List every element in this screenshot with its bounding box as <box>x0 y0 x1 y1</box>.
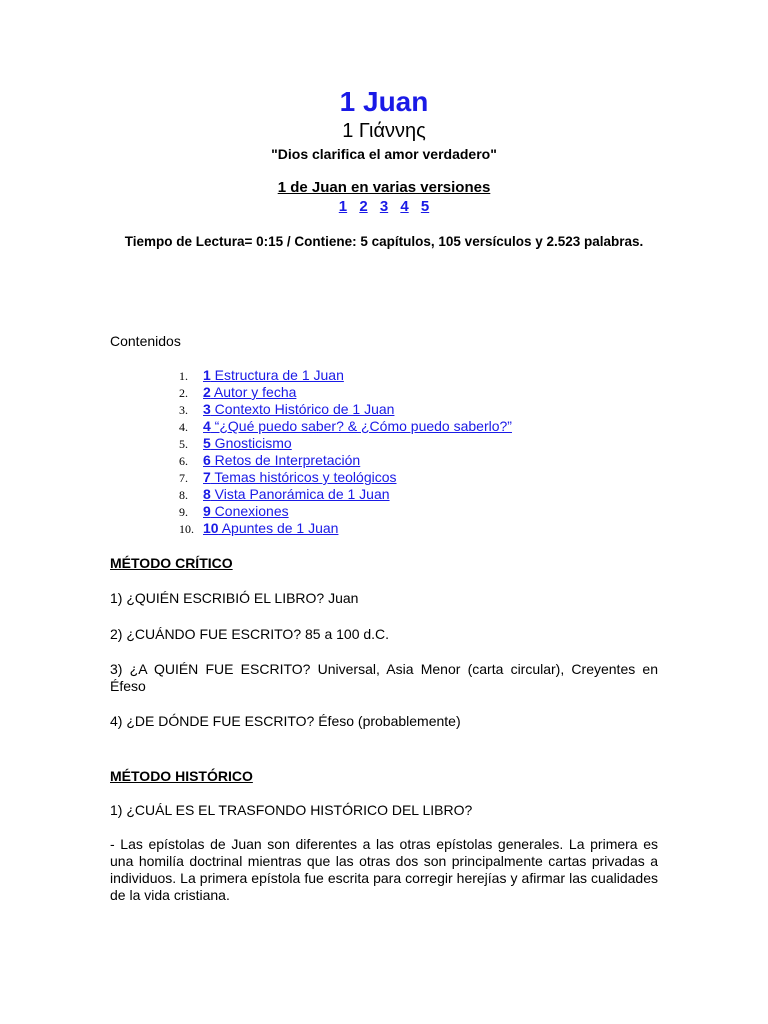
toc-marker: 10. <box>179 522 194 536</box>
toc-marker: 5. <box>179 437 188 451</box>
critical-question-2: 2) ¿CUÁNDO FUE ESCRITO? 85 a 100 d.C. <box>110 626 390 642</box>
toc-link[interactable]: 2 Autor y fecha <box>203 384 297 400</box>
page-title: 1 Juan <box>339 86 429 117</box>
toc-link[interactable]: 8 Vista Panorámica de 1 Juan <box>203 486 390 502</box>
historical-question-1: 1) ¿CUÁL ES EL TRASFONDO HISTÓRICO DEL LIBRO? <box>110 802 473 818</box>
toc-link[interactable]: 5 Gnosticismo <box>203 435 292 451</box>
historical-method-heading: MÉTODO HISTÓRICO <box>110 768 253 784</box>
toc-marker: 7. <box>179 471 188 485</box>
toc-item <box>170 418 512 435</box>
versions-label: 1 de Juan en varias versiones <box>277 179 491 196</box>
toc-item <box>170 435 512 452</box>
version-link-1[interactable]: 1 <box>338 198 348 215</box>
version-link-3[interactable]: 3 <box>379 198 389 215</box>
toc-link[interactable]: 1 Estructura de 1 Juan <box>203 367 344 383</box>
version-link-5[interactable]: 5 <box>420 198 430 215</box>
toc-item <box>170 384 512 401</box>
toc-item <box>170 503 512 520</box>
toc-item <box>170 486 512 503</box>
greek-title: 1 Γιάννης <box>342 120 426 142</box>
critical-method-heading: MÉTODO CRÍTICO <box>110 555 233 571</box>
toc-link[interactable]: 7 Temas históricos y teológicos <box>203 469 397 485</box>
version-link-4[interactable]: 4 <box>400 198 409 215</box>
contents-label: Contenidos <box>110 333 181 349</box>
reading-info: Tiempo de Lectura= 0:15 / Contiene: 5 capítulos, 105 versículos y 2.523 palabras. <box>124 234 644 249</box>
toc-marker: 2. <box>179 386 188 400</box>
toc-item <box>170 367 512 384</box>
toc-marker: 6. <box>179 454 188 468</box>
toc-marker: 8. <box>179 488 188 502</box>
critical-question-4: 4) ¿DE DÓNDE FUE ESCRITO? Éfeso (probablemente) <box>110 713 461 729</box>
toc-item <box>170 469 512 486</box>
toc-link[interactable]: 4 “¿Qué puedo saber? & ¿Cómo puedo saberlo?” <box>203 418 512 434</box>
toc-link[interactable]: 10 Apuntes de 1 Juan <box>203 520 339 536</box>
historical-paragraph: - Las epístolas de Juan son diferentes a las otras epístolas generales. La primera es una homilía doctrinal mientras que las otras dos son principalmente cartas privadas a individuos. La primera epístola fue escrita para corregir herejías y afirmar las cualidades de la vida cristiana. <box>110 836 658 903</box>
toc-item <box>170 520 512 537</box>
toc-item <box>170 401 512 418</box>
toc-link[interactable]: 3 Contexto Histórico de 1 Juan <box>203 401 395 417</box>
critical-question-1: 1) ¿QUIÉN ESCRIBIÓ EL LIBRO? Juan <box>110 590 359 606</box>
table-of-contents <box>170 367 512 537</box>
toc-marker: 4. <box>179 420 188 434</box>
motto: "Dios clarifica el amor verdadero" <box>271 146 497 162</box>
toc-link[interactable]: 6 Retos de Interpretación <box>203 452 361 468</box>
toc-marker: 3. <box>179 403 188 417</box>
toc-marker: 1. <box>179 369 188 383</box>
version-links <box>0 198 768 215</box>
version-link-2[interactable]: 2 <box>359 198 368 215</box>
toc-item <box>170 452 512 469</box>
critical-question-3: 3) ¿A QUIÉN FUE ESCRITO? Universal, Asia Menor (carta circular), Creyentes en Éfeso <box>110 661 658 694</box>
toc-marker: 9. <box>179 505 188 519</box>
toc-link[interactable]: 9 Conexiones <box>203 503 289 519</box>
